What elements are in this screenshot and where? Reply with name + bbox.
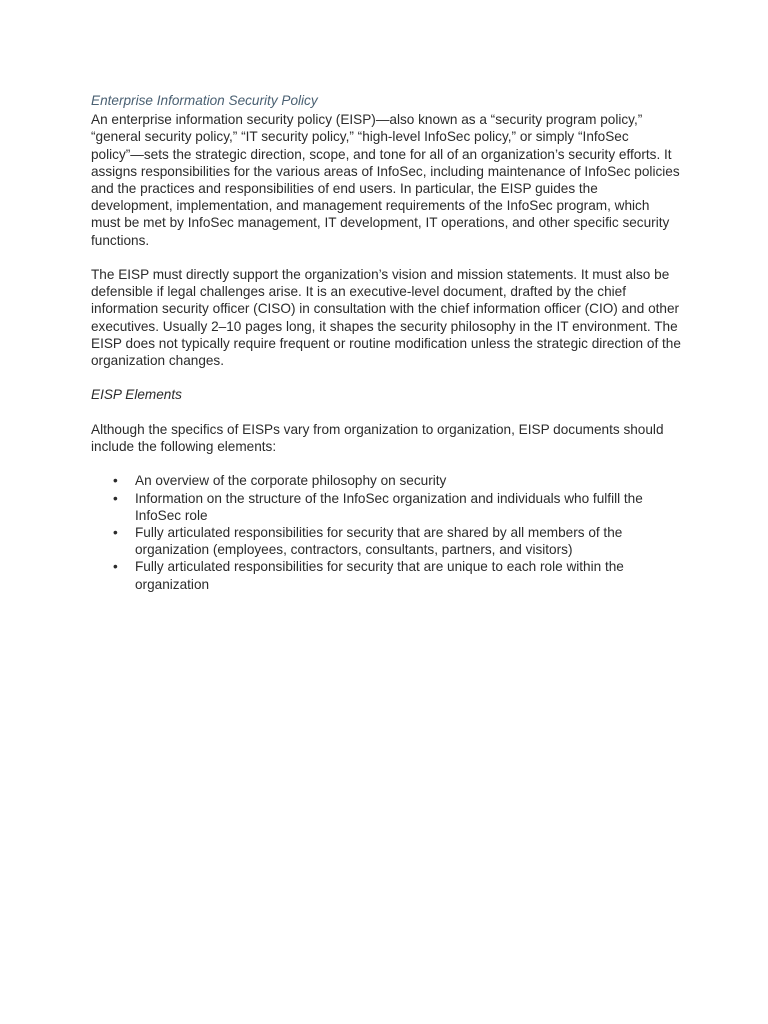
document-page	[91, 92, 681, 593]
list-item-text: Fully articulated responsibilities for security that are unique to each role within the organization	[135, 559, 624, 592]
section-heading: EISP Elements	[91, 387, 182, 403]
list-item-text: An overview of the corporate philosophy on security	[135, 473, 447, 489]
support-paragraph: The EISP must directly support the organization’s vision and mission statements. It must also be defensible if legal challenges arise. It is an executive-level document, drafted by the chief information security officer (CISO) in consultation with the chief information officer (CIO) and other executives. Usually 2–10 pages long, it shapes the security philosophy in the IT environment. The EISP does not typically require frequent or routine modification unless the strategic direction of the organization changes.	[91, 267, 681, 369]
bullet-icon: •	[113, 473, 118, 489]
list-item	[113, 472, 681, 489]
list-item-text: Information on the structure of the InfoSec organization and individuals who fulfill the InfoSec role	[135, 490, 643, 523]
bullet-icon: •	[113, 525, 118, 541]
intro-paragraph: An enterprise information security policy (EISP)—also known as a “security program policy,” “general security policy,” “IT security policy,” “high-level InfoSec policy,” or simply “InfoSec policy”—sets the strategic direction, scope, and tone for all of an organization’s security efforts. It assigns responsibilities for the various areas of InfoSec, including maintenance of InfoSec policies and the practices and responsibilities of end users. In particular, the EISP guides the development, implementation, and management requirements of the InfoSec program, which must be met by InfoSec management, IT development, IT operations, and other specific security functions.	[91, 112, 680, 248]
list-item	[113, 558, 681, 592]
bullet-icon: •	[113, 559, 118, 575]
list-item-text: Fully articulated responsibilities for security that are shared by all members of the organization (employees, contractors, consultants, partners, and visitors)	[135, 525, 623, 558]
document-title: Enterprise Information Security Policy	[91, 93, 318, 108]
bullet-icon: •	[113, 490, 118, 506]
list-item	[113, 490, 681, 524]
list-item	[113, 524, 681, 558]
section-intro-paragraph: Although the specifics of EISPs vary from organization to organization, EISP documents should include the following elements:	[91, 421, 664, 455]
elements-list	[91, 472, 681, 592]
